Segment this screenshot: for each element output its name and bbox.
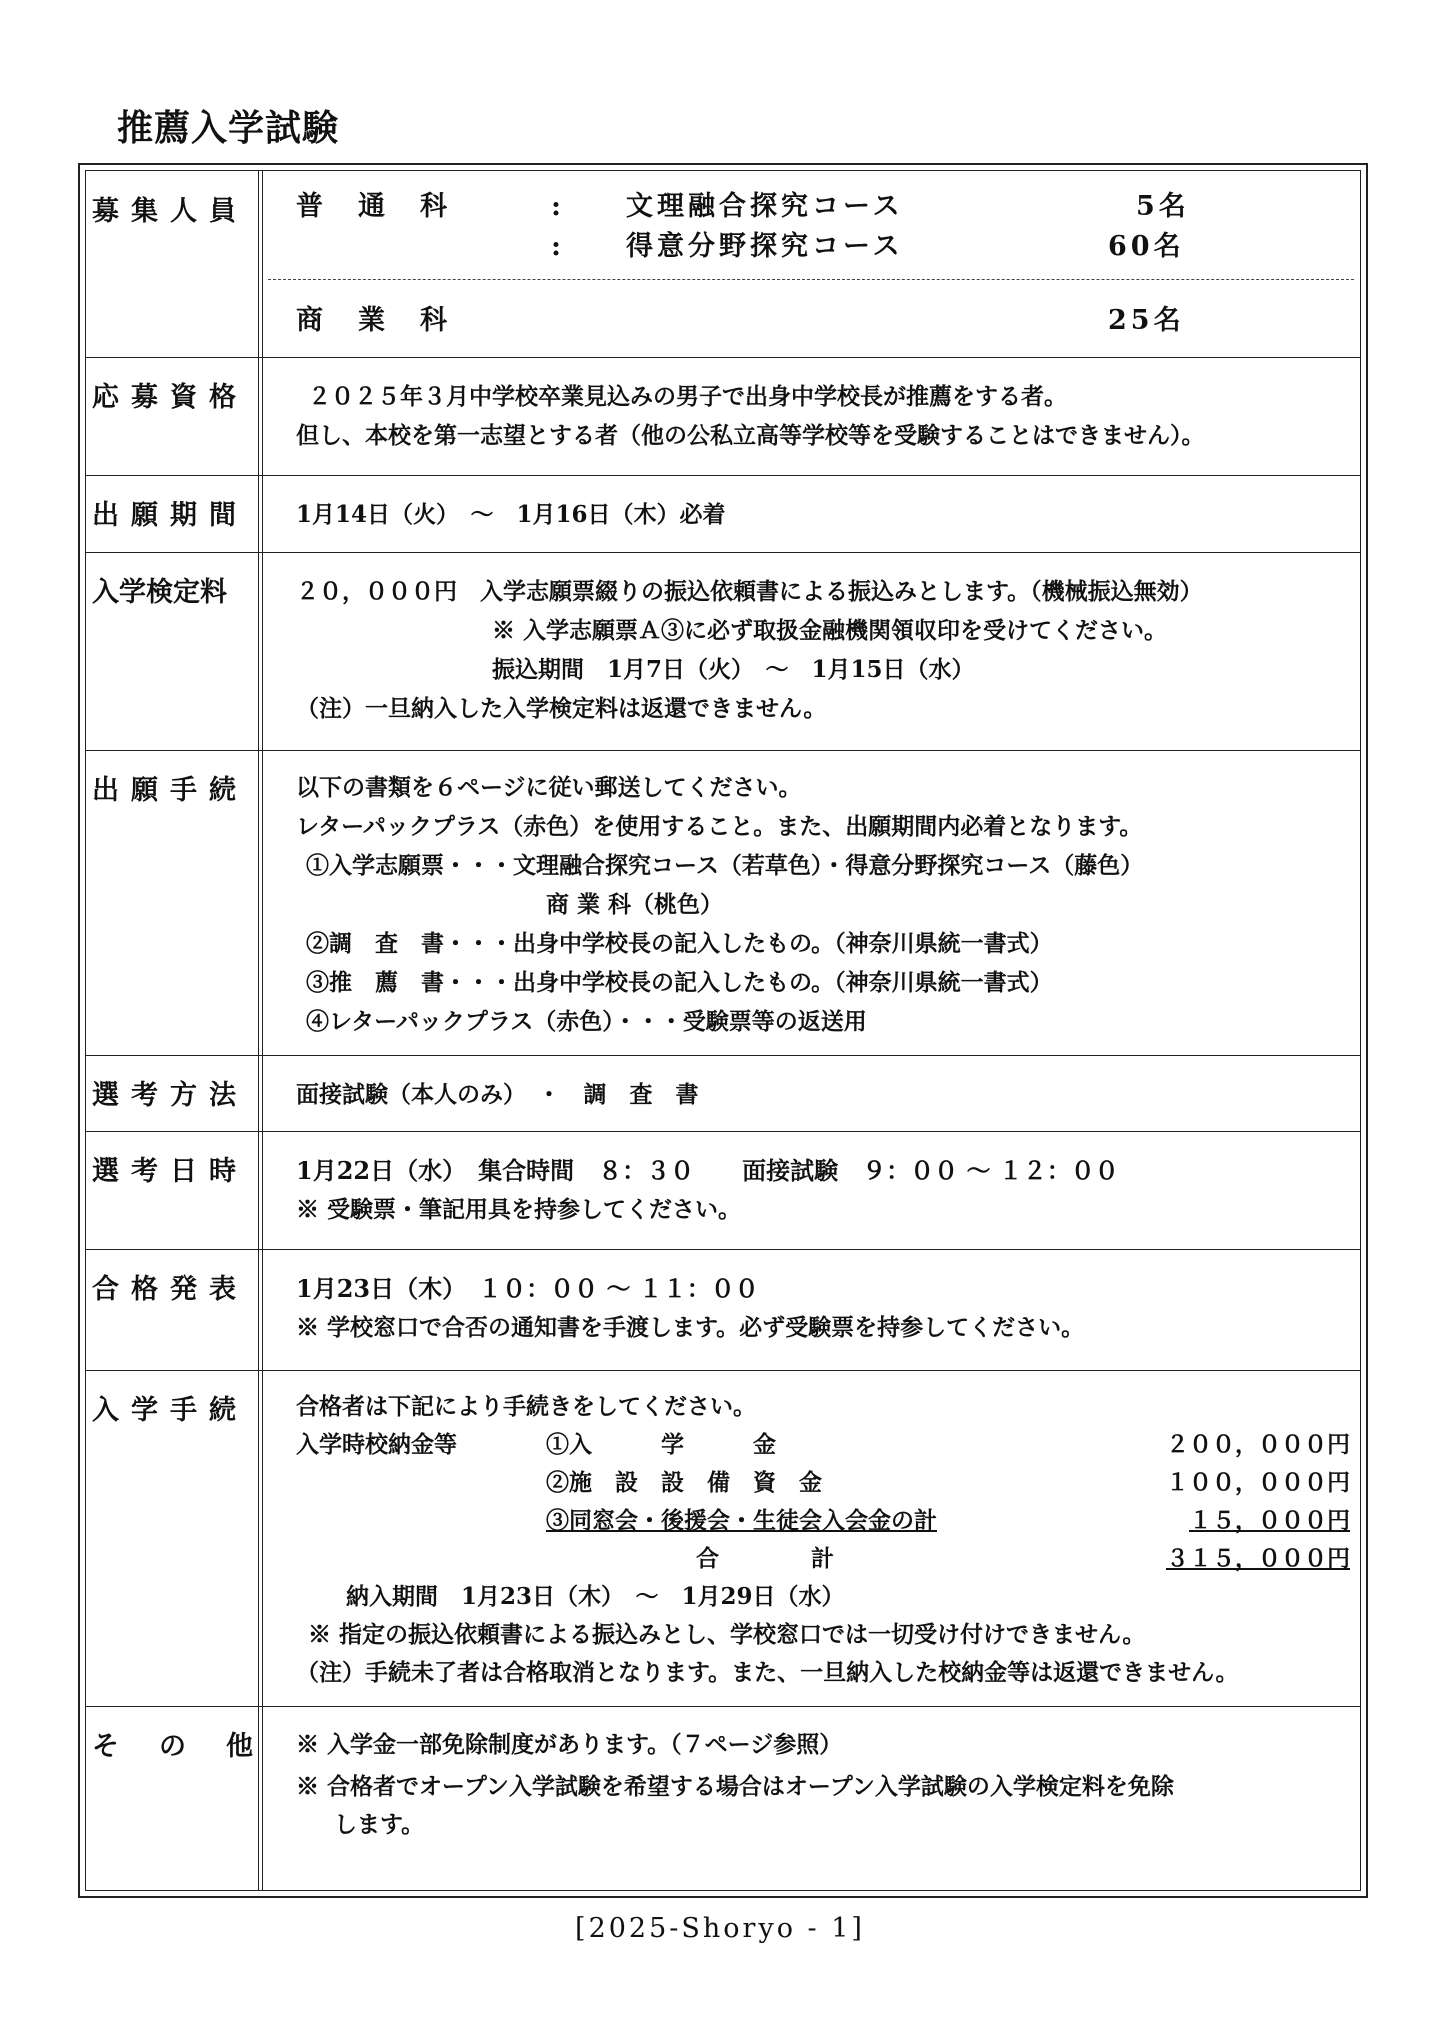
announcement-line1: 1月23日（木） １０：００ ～ １１：００ [296, 1274, 759, 1303]
shogyo-count: 25名 [1108, 305, 1185, 336]
label-enrollment [92, 1388, 254, 1427]
course1-name: 文理融合探究コース [626, 191, 904, 222]
exam-fee-line2: ※ 入学志願票Ａ③に必ず取扱金融機関領収印を受けてください。 [492, 617, 1168, 644]
label-text: 出願手続 [92, 775, 248, 806]
announcement-line2: ※ 学校窓口で合否の通知書を手渡します。必ず受験票を持参してください。 [296, 1314, 1085, 1341]
application-period-content [296, 495, 1350, 534]
colon-1: : [551, 191, 565, 222]
fee1-amount: ２００，０００円 [1166, 1431, 1350, 1458]
selection-date-content [296, 1151, 1350, 1229]
procedure-line5: ②調 査 書・・・出身中学校長の記入したもの。（神奈川県統一書式） [306, 930, 1053, 957]
label-procedure [92, 768, 254, 807]
label-text: その他 [92, 1731, 293, 1762]
fee3-name: ③同窓会・後援会・生徒会入会金の計 [546, 1507, 937, 1534]
shogyo-label: 商 業 科 [296, 305, 451, 336]
selection-date-line1: 1月22日（水） 集合時間 ８：３０ 面接試験 ９：００ ～ １２：００ [296, 1156, 1119, 1185]
fee2-name: ②施 設 設 備 資 金 [546, 1469, 822, 1496]
label-text: 選考方法 [92, 1080, 248, 1111]
course1-count: 5名 [1136, 191, 1190, 222]
other-line2: ※ 合格者でオープン入学試験を希望する場合はオープン入学試験の入学検定料を免除 [296, 1773, 1174, 1800]
fees-label: 入学時校納金等 [296, 1431, 457, 1458]
procedure-line7: ④レターパックプラス（赤色）・・・受験票等の返送用 [306, 1008, 867, 1035]
total-amount: ３１５，０００円 [1166, 1545, 1350, 1572]
qualification-content [296, 377, 1350, 455]
row-enrollment [86, 1370, 1360, 1707]
page-title: 推薦入学試験 [117, 107, 340, 149]
course2-name: 得意分野探究コース [626, 231, 904, 262]
row-procedure [86, 750, 1360, 1056]
enrollment-note2: （注）手続未了者は合格取消となります。また、一旦納入した校納金等は返還できません。 [296, 1659, 1239, 1686]
label-announcement [92, 1267, 254, 1306]
application-period-text: 1月14日（火） ～ 1月16日（木）必着 [296, 501, 726, 528]
fee2-amount: １００，０００円 [1166, 1469, 1350, 1496]
procedure-content [296, 768, 1350, 1041]
procedure-line3: ①入学志願票・・・文理融合探究コース（若草色）・得意分野探究コース（藤色） [306, 852, 1144, 879]
row-qualification [86, 357, 1360, 476]
enrollment-line1: 合格者は下記により手続きをしてください。 [296, 1393, 756, 1420]
total-name: 合 計 [696, 1545, 834, 1572]
futsu-label: 普 通 科 [296, 191, 451, 222]
label-text: 選考日時 [92, 1156, 248, 1187]
label-other [92, 1724, 293, 1763]
label-text: 募集人員 [92, 196, 248, 227]
label-text: 入学手続 [92, 1395, 248, 1426]
label-text: 出願期間 [92, 500, 248, 531]
label-qualification [92, 375, 254, 414]
procedure-line1: 以下の書類を６ページに従い郵送してください。 [296, 774, 802, 801]
other-line3: します。 [334, 1811, 425, 1838]
recruit-content [296, 187, 1350, 267]
enrollment-content [296, 1388, 1350, 1692]
selection-method-content [296, 1075, 1350, 1114]
qualification-line1: ２０２５年３月中学校卒業見込みの男子で出身中学校長が推薦をする者。 [308, 383, 1067, 410]
fee1-name: ①入 学 金 [546, 1431, 776, 1458]
payment-period: 納入期間 1月23日（木） ～ 1月29日（水） [346, 1583, 845, 1610]
exam-fee-line3: 振込期間 1月7日（火） ～ 1月15日（水） [492, 656, 975, 683]
row-recruit [86, 171, 1360, 358]
other-line1: ※ 入学金一部免除制度があります。（７ページ参照） [296, 1731, 843, 1758]
row-other [86, 1706, 1360, 1894]
other-content [296, 1726, 1350, 1844]
procedure-line4: 商 業 科（桃色） [546, 891, 724, 918]
label-recruit [92, 189, 254, 228]
row-exam-fee [86, 552, 1360, 751]
info-table-inner [85, 170, 1361, 1891]
row-announcement [86, 1249, 1360, 1371]
procedure-line2: レターパックプラス（赤色）を使用すること。また、出願期間内必着となります。 [296, 813, 1143, 840]
selection-date-line2: ※ 受験票・筆記用具を持参してください。 [296, 1196, 742, 1223]
info-table [78, 163, 1368, 1898]
label-selection-method [92, 1073, 254, 1112]
row-application-period [86, 475, 1360, 553]
qualification-line2: 但し、本校を第一志望とする者（他の公私立高等学校等を受験することはできません）。 [296, 422, 1205, 449]
page-footer: [2025-Shoryo - 1] [575, 1913, 865, 1944]
dashed-divider [268, 279, 1354, 280]
course2-count: 60名 [1108, 231, 1185, 262]
label-exam-fee [92, 570, 254, 609]
row-selection-method [86, 1055, 1360, 1132]
exam-fee-line1: ２０，０００円 入学志願票綴りの振込依頼書による振込みとします。（機械振込無効） [296, 578, 1203, 605]
announcement-content [296, 1269, 1350, 1347]
fee3-amount: １５，０００円 [1189, 1507, 1350, 1534]
exam-fee-line4: （注）一旦納入した入学検定料は返還できません。 [296, 695, 827, 722]
label-text: 応募資格 [92, 382, 248, 413]
selection-method-text: 面接試験（本人のみ） ・ 調 査 書 [296, 1081, 699, 1108]
colon-2: : [551, 231, 565, 262]
exam-fee-content [296, 572, 1350, 728]
label-selection-date [92, 1149, 254, 1188]
label-text: 入学検定料 [92, 577, 227, 608]
row-selection-date [86, 1131, 1360, 1250]
label-application-period [92, 493, 254, 532]
enrollment-note1: ※ 指定の振込依頼書による振込みとし、学校窓口では一切受け付けできません。 [308, 1621, 1146, 1648]
procedure-line6: ③推 薦 書・・・出身中学校長の記入したもの。（神奈川県統一書式） [306, 969, 1053, 996]
label-text: 合格発表 [92, 1274, 248, 1305]
